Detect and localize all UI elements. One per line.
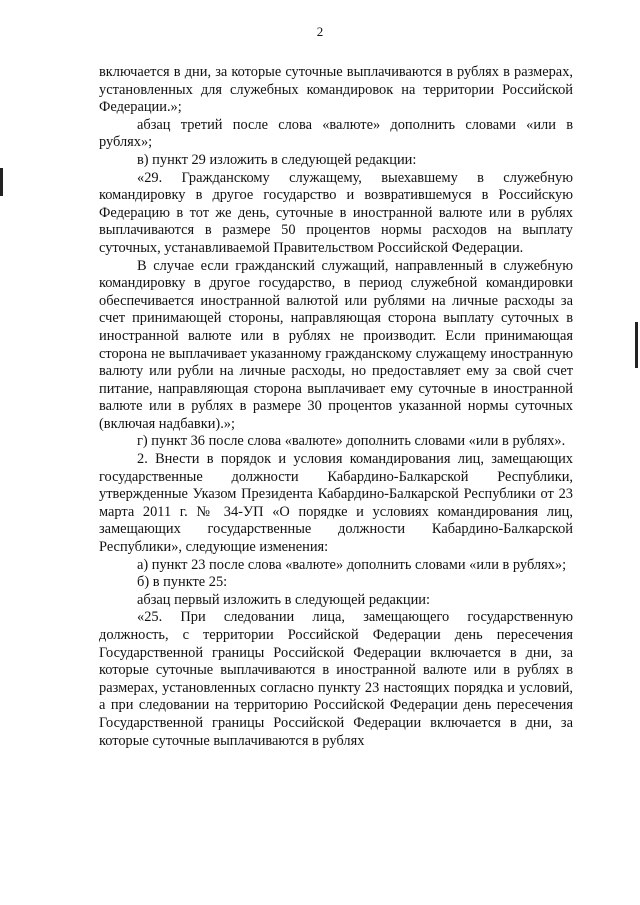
paragraph: в) пункт 29 изложить в следующей редакции: [137, 151, 417, 168]
paragraph: б) в пункте 25: [137, 574, 228, 591]
paragraph: абзац третий после слова «валюте» дополнить словами «или в рублях»; [99, 116, 573, 151]
paragraph: включается в дни, за которые суточные выплачиваются в рублях в размерах, установленных для служебных командировок на территории Российской Федерации.»; [99, 64, 573, 116]
paragraph: 2. Внести в порядок и условия командирования лиц, замещающих государственные должности Кабардино-Балкарской Республики, утвержденные Указом Президента Кабардино-Балкарской Республики от 23 марта 2011 г. № 34-УП «О порядке и условиях командирования лиц, замещающих государственные должности Кабардино-Балкарской Республики», следующие изменения: [99, 451, 573, 556]
paragraph: г) пункт 36 после слова «валюте» дополнить словами «или в рублях». [137, 433, 566, 450]
document-body [99, 64, 573, 750]
scan-margin-mark-left [0, 168, 3, 196]
paragraph: а) пункт 23 после слова «валюте» дополнить словами «или в рублях»; [137, 556, 567, 573]
paragraph: «25. При следовании лица, замещающего государственную должность, с территории Российской Федерации день пересечения Государственной границы Российской Федерации включается в дни, за которые суточные выплачиваются в иностранной валюте или в рублях в размерах, установленных согласно пункту 23 настоящих порядка и условий, а при следовании на территорию Российской Федерации день пересечения Государственной границы Российской Федерации включается в дни, за которые суточные выплачиваются в рублях [99, 609, 573, 749]
paragraph: В случае если гражданский служащий, направленный в служебную командировку в другое государство, в период служебной командировки обеспечивается иностранной валютой или рублями на личные расходы за счет принимающей стороны, направляющая сторона выплату суточных в иностранной валюте или в рублях не производит. Если принимающая сторона не выплачивает указанному гражданскому служащему иностранную валюту или рубли на личные расходы, но предоставляет ему за свой счет питание, направляющая сторона выплачивает ему суточные в иностранной валюте или в рублях в размере 30 процентов указанной нормы суточных (включая надбавки).»; [99, 257, 573, 432]
paragraph: абзац первый изложить в следующей редакции: [137, 591, 431, 608]
scan-margin-mark-right [635, 322, 638, 368]
page-number: 2 [316, 24, 324, 39]
paragraph: «29. Гражданскому служащему, выехавшему в служебную командировку в другое государство и возвратившемуся в Российскую Федерацию в тот же день, суточные в иностранной валюте или в рублях выплачиваются в размере 50 процентов нормы расходов на выплату суточных, устанавливаемой Правительством Российской Федерации. [99, 169, 573, 256]
